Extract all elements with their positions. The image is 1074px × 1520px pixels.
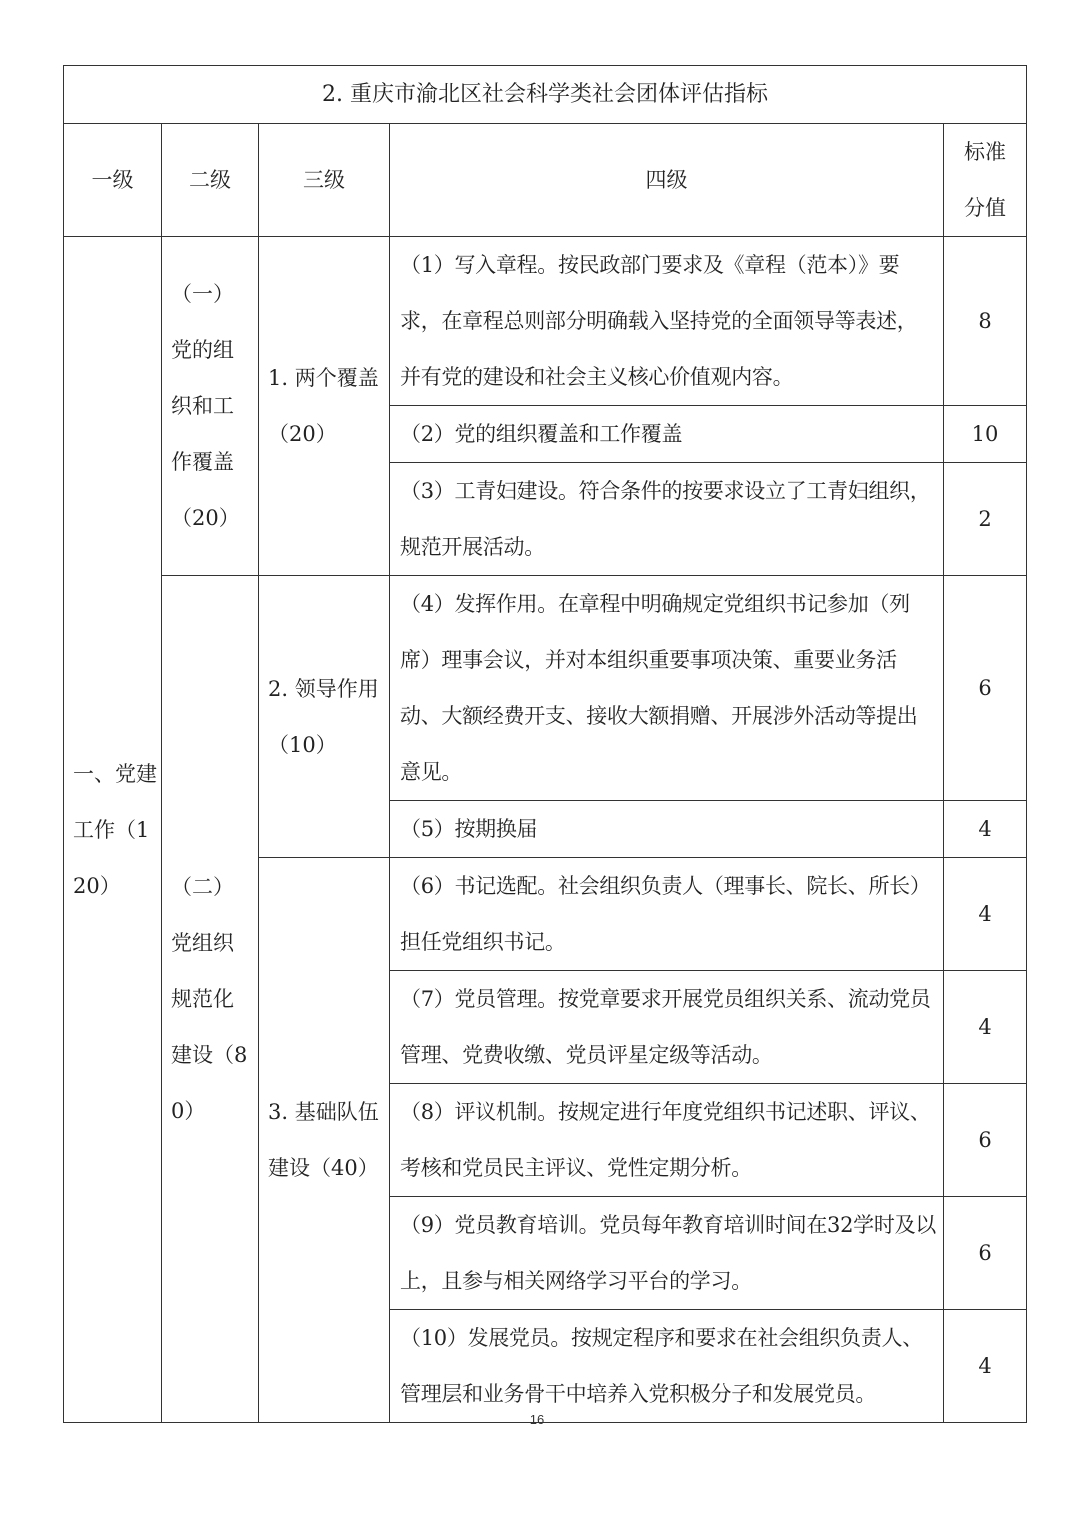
item-score-9: 6: [944, 1197, 1027, 1310]
level3-label-2: 2. 领导作用（10）: [268, 676, 379, 757]
item-text-1: （1）写入章程。按民政部门要求及《章程（范本）》要求，在章程总则部分明确载入坚持党的全面领导等表述，并有党的建设和社会主义核心价值观内容。: [390, 237, 944, 406]
header-level3: 三级: [259, 124, 390, 237]
level3-cell-2: [259, 576, 390, 858]
level2-label-1: （一）党的组织和工作覆盖（20）: [171, 282, 240, 530]
table-title-row: [64, 66, 1027, 124]
level3-label-3: 3. 基础队伍建设（40）: [268, 1100, 379, 1180]
header-level2: 二级: [162, 124, 259, 237]
table-header-row: [64, 124, 1027, 237]
item-score-10: 4: [944, 1310, 1027, 1423]
item-score-4: 6: [944, 576, 1027, 801]
level2-label-2: （二）党组织规范化建设（80）: [171, 875, 248, 1123]
item-text-6: （6）书记选配。社会组织负责人（理事长、院长、所长）担任党组织书记。: [390, 858, 944, 971]
item-score-1: 8: [944, 237, 1027, 406]
item-text-2: （2）党的组织覆盖和工作覆盖: [390, 406, 944, 463]
header-level4: 四级: [390, 124, 944, 237]
level3-cell-3: [259, 858, 390, 1423]
header-level1: 一级: [64, 124, 162, 237]
item-text-5: （5）按期换届: [390, 801, 944, 858]
item-text-4: （4）发挥作用。在章程中明确规定党组织书记参加（列席）理事会议，并对本组织重要事项决策、重要业务活动、大额经费开支、接收大额捐赠、开展涉外活动等提出意见。: [390, 576, 944, 801]
item-score-5: 4: [944, 801, 1027, 858]
page-number: 16: [529, 1412, 545, 1427]
item-text-7: （7）党员管理。按党章要求开展党员组织关系、流动党员管理、党费收缴、党员评星定级等活动。: [390, 971, 944, 1084]
level1-label: 一、党建工作（120）: [73, 761, 157, 898]
item-score-8: 6: [944, 1084, 1027, 1197]
level1-cell: [64, 237, 162, 1423]
level3-label-1: 1. 两个覆盖（20）: [268, 366, 379, 446]
item-text-3: （3）工青妇建设。符合条件的按要求设立了工青妇组织，规范开展活动。: [390, 463, 944, 576]
table-row: [64, 576, 1027, 801]
level2-cell-2: [162, 576, 259, 1423]
evaluation-index-table: [63, 65, 1027, 1423]
table-row: [64, 237, 1027, 406]
level2-cell-1: [162, 237, 259, 576]
table-title: 2. 重庆市渝北区社会科学类社会团体评估指标: [64, 66, 1027, 124]
evaluation-table-sheet: [63, 65, 1026, 1423]
item-text-9: （9）党员教育培训。党员每年教育培训时间在32学时及以上，且参与相关网络学习平台的学习。: [390, 1197, 944, 1310]
level3-cell-1: [259, 237, 390, 576]
header-score: [944, 124, 1027, 237]
item-text-10: （10）发展党员。按规定程序和要求在社会组织负责人、管理层和业务骨干中培养入党积极分子和发展党员。: [390, 1310, 944, 1423]
item-score-6: 4: [944, 858, 1027, 971]
item-text-8: （8）评议机制。按规定进行年度党组织书记述职、评议、考核和党员民主评议、党性定期分析。: [390, 1084, 944, 1197]
item-score-7: 4: [944, 971, 1027, 1084]
item-score-3: 2: [944, 463, 1027, 576]
item-score-2: 10: [944, 406, 1027, 463]
header-score-label: 标准分值: [964, 140, 1007, 220]
